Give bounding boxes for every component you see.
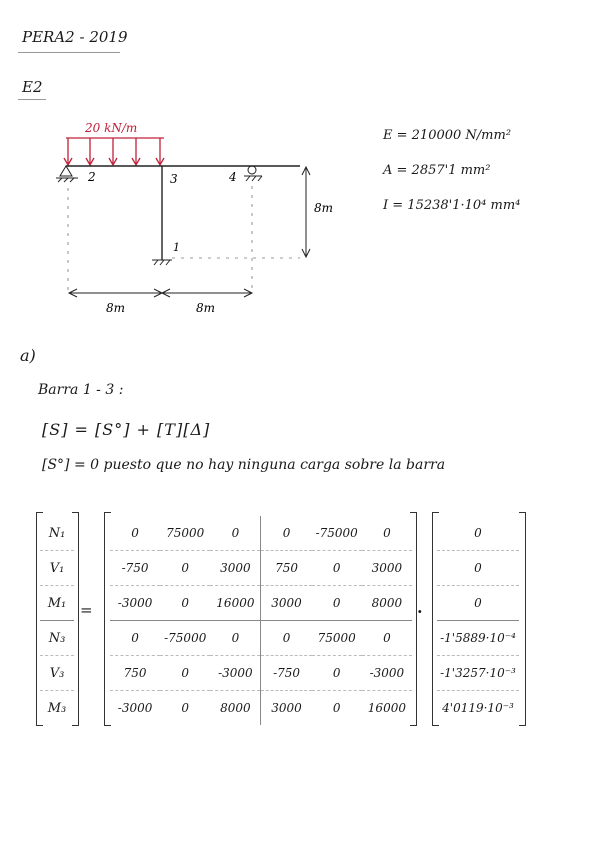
bar-title: Barra 1 - 3 : — [38, 382, 124, 398]
lhs-n3: N₃ — [40, 621, 74, 656]
node-label-1: 1 — [173, 241, 180, 254]
displacement-vector — [437, 516, 519, 725]
exercise-label: E2 — [22, 78, 43, 96]
k-cell: 0 — [160, 551, 210, 586]
stiffness-equation: [S] = [S°] + [T][Δ] — [42, 420, 211, 439]
multiply-dot: · — [417, 602, 423, 621]
k-cell: 0 — [160, 656, 210, 691]
node-label-2: 2 — [88, 170, 96, 184]
k-cell: 3000 — [210, 551, 261, 586]
equals-sign: = — [80, 601, 93, 619]
property-i: I = 15238'1·10⁴ mm⁴ — [383, 198, 521, 213]
k-cell: 0 — [332, 701, 341, 715]
stiffness-matrix — [110, 516, 412, 725]
delta-cell: 0 — [437, 586, 519, 621]
pin-support-2 — [60, 166, 72, 176]
delta-cell: 0 — [437, 516, 519, 551]
delta-cell: -1'5889·10⁻⁴ — [437, 621, 519, 656]
lhs-m3: M₃ — [47, 700, 67, 716]
span-left-label: 8m — [106, 301, 126, 315]
k-cell: 8000 — [210, 691, 261, 726]
property-a: A = 2857'1 mm² — [383, 163, 491, 178]
k-cell: 75000 — [312, 621, 362, 656]
page-title: PERA2 - 2019 — [22, 28, 128, 46]
k-cell: 0 — [362, 516, 412, 551]
k-cell: -75000 — [312, 516, 362, 551]
span-right-label: 8m — [196, 301, 216, 315]
k-cell: 16000 — [210, 586, 261, 621]
material-properties — [383, 128, 520, 233]
k-cell: 0 — [110, 621, 160, 656]
k-cell: 0 — [362, 621, 412, 656]
node-label-4: 4 — [229, 170, 237, 184]
k-cell: 3000 — [271, 701, 302, 715]
k-cell: -3000 — [362, 656, 412, 691]
k-cell: -3000 — [110, 586, 160, 621]
delta-bracket-right — [519, 512, 526, 726]
k-cell: -3000 — [210, 656, 261, 691]
k-cell: 750 — [110, 656, 160, 691]
k-cell: 0 — [312, 586, 362, 621]
property-e: E = 210000 N/mm² — [383, 128, 512, 143]
k-cell: 0 — [181, 701, 190, 715]
part-label: a) — [20, 346, 36, 365]
k-cell: 0 — [312, 656, 362, 691]
load-arrows — [64, 138, 164, 165]
height-label: 8m — [314, 201, 334, 215]
k-cell: -3000 — [117, 701, 153, 715]
k-cell: -750 — [110, 551, 160, 586]
k-cell: 0 — [210, 621, 261, 656]
force-vector — [40, 516, 74, 725]
k-cell: 0 — [261, 621, 312, 656]
lhs-v3: V₃ — [40, 656, 74, 691]
lhs-v1: V₁ — [40, 551, 74, 586]
delta-cell: -1'3257·10⁻³ — [437, 656, 519, 691]
k-cell: -750 — [261, 656, 312, 691]
k-cell: 0 — [261, 516, 312, 551]
k-cell: 16000 — [367, 701, 406, 715]
k-cell: 0 — [210, 516, 261, 551]
load-label: 20 kN/m — [85, 121, 138, 135]
delta-cell: 4'0119·10⁻³ — [442, 701, 514, 715]
k-cell: 0 — [312, 551, 362, 586]
delta-cell: 0 — [437, 551, 519, 586]
k-cell: 0 — [110, 516, 160, 551]
k-cell: 0 — [160, 586, 210, 621]
k-cell: 3000 — [362, 551, 412, 586]
lhs-m1: M₁ — [40, 586, 74, 621]
lhs-n1: N₁ — [40, 516, 74, 551]
node-label-3: 3 — [170, 172, 178, 186]
roller-support-4 — [248, 166, 256, 174]
k-cell: 750 — [261, 551, 312, 586]
zero-load-note: [S°] = 0 puesto que no hay ninguna carga sobre la barra — [42, 457, 446, 473]
k-cell: 8000 — [362, 586, 412, 621]
k-cell: 3000 — [261, 586, 312, 621]
k-cell: 75000 — [160, 516, 210, 551]
k-cell: -75000 — [160, 621, 210, 656]
